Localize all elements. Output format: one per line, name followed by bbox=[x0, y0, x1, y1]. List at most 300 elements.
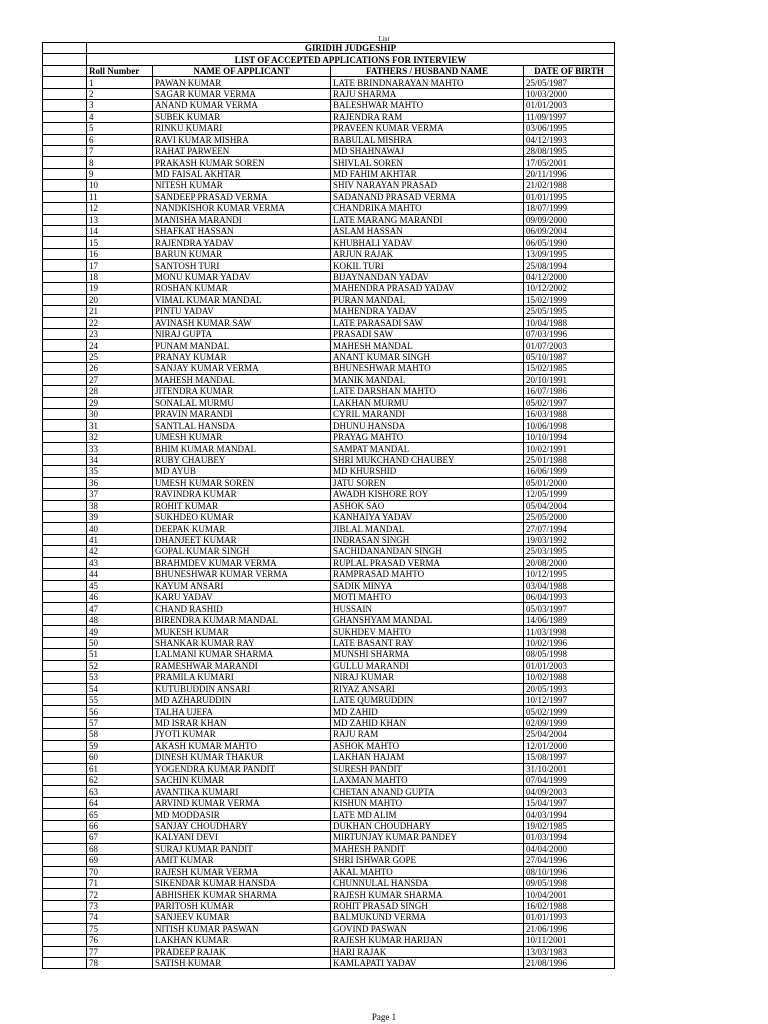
blank-cell bbox=[43, 443, 87, 454]
roll-number-cell: 19 bbox=[87, 283, 153, 294]
father-husband-name-cell: LATE BASANT RAY bbox=[331, 637, 524, 648]
father-husband-name-cell: CYRIL MARANDI bbox=[331, 409, 524, 420]
table-row bbox=[43, 683, 615, 694]
father-husband-name-cell: RAJU SHARMA bbox=[331, 88, 524, 99]
date-of-birth-cell: 13/03/1983 bbox=[524, 946, 615, 957]
blank-cell bbox=[43, 557, 87, 568]
table-row bbox=[43, 706, 615, 717]
father-husband-name-cell: JATU SOREN bbox=[331, 477, 524, 488]
date-of-birth-cell: 04/03/1994 bbox=[524, 809, 615, 820]
blank-cell bbox=[43, 946, 87, 957]
table-row bbox=[43, 500, 615, 511]
roll-number-cell: 68 bbox=[87, 843, 153, 854]
applicant-name-cell: GOPAL KUMAR SINGH bbox=[153, 546, 331, 557]
father-husband-name-cell: RUPLAL PRASAD VERMA bbox=[331, 557, 524, 568]
blank-cell bbox=[43, 134, 87, 145]
roll-number-cell: 11 bbox=[87, 191, 153, 202]
blank-cell bbox=[43, 877, 87, 888]
father-husband-name-cell: BHUNESHWAR MAHTO bbox=[331, 363, 524, 374]
applicant-name-cell: SHANKAR KUMAR RAY bbox=[153, 637, 331, 648]
father-husband-name-cell: KHUBHALI YADAV bbox=[331, 237, 524, 248]
subtitle-row bbox=[43, 54, 615, 65]
column-header-row bbox=[43, 65, 615, 76]
blank-cell bbox=[43, 786, 87, 797]
table-row bbox=[43, 397, 615, 408]
roll-number-cell: 24 bbox=[87, 340, 153, 351]
blank-cell bbox=[43, 672, 87, 683]
date-of-birth-cell: 31/10/2001 bbox=[524, 763, 615, 774]
father-husband-name-cell: MAHENDRA PRASAD YADAV bbox=[331, 283, 524, 294]
roll-number-cell: 3 bbox=[87, 100, 153, 111]
blank-cell bbox=[43, 832, 87, 843]
date-of-birth-cell: 15/02/1985 bbox=[524, 363, 615, 374]
table-row bbox=[43, 603, 615, 614]
father-husband-name-cell: LATE DARSHAN MAHTO bbox=[331, 386, 524, 397]
father-husband-name-cell: SADANAND PRASAD VERMA bbox=[331, 191, 524, 202]
father-husband-name-cell: MD ZAHID bbox=[331, 706, 524, 717]
table-row bbox=[43, 820, 615, 831]
table-row bbox=[43, 420, 615, 431]
table-row bbox=[43, 386, 615, 397]
column-header-date-of-birth: DATE OF BIRTH bbox=[524, 65, 615, 76]
date-of-birth-cell: 21/06/1996 bbox=[524, 923, 615, 934]
blank-cell bbox=[43, 260, 87, 271]
table-row bbox=[43, 717, 615, 728]
father-husband-name-cell: MOTI MAHTO bbox=[331, 592, 524, 603]
blank-cell bbox=[43, 374, 87, 385]
blank-cell bbox=[43, 145, 87, 156]
applicant-name-cell: CHAND RASHID bbox=[153, 603, 331, 614]
date-of-birth-cell: 27/04/1996 bbox=[524, 855, 615, 866]
blank-cell bbox=[43, 935, 87, 946]
father-husband-name-cell: HARI RAJAK bbox=[331, 946, 524, 957]
table-row bbox=[43, 214, 615, 225]
blank-cell bbox=[43, 363, 87, 374]
father-husband-name-cell: MD ZAHID KHAN bbox=[331, 717, 524, 728]
date-of-birth-cell: 05/02/1999 bbox=[524, 706, 615, 717]
date-of-birth-cell: 05/10/1987 bbox=[524, 351, 615, 362]
applicant-name-cell: VIMAL KUMAR MANDAL bbox=[153, 294, 331, 305]
date-of-birth-cell: 05/03/1997 bbox=[524, 603, 615, 614]
roll-number-cell: 18 bbox=[87, 271, 153, 282]
date-of-birth-cell: 03/06/1995 bbox=[524, 123, 615, 134]
roll-number-cell: 44 bbox=[87, 569, 153, 580]
roll-number-cell: 40 bbox=[87, 523, 153, 534]
roll-number-cell: 2 bbox=[87, 88, 153, 99]
roll-number-cell: 53 bbox=[87, 672, 153, 683]
table-row bbox=[43, 958, 615, 969]
applicant-name-cell: RAJESH KUMAR VERMA bbox=[153, 866, 331, 877]
father-husband-name-cell: DHUNU HANSDA bbox=[331, 420, 524, 431]
blank-cell bbox=[43, 123, 87, 134]
table-row bbox=[43, 832, 615, 843]
applicant-name-cell: BHIM KUMAR MANDAL bbox=[153, 443, 331, 454]
applicant-name-cell: SANJAY CHOUDHARY bbox=[153, 820, 331, 831]
table-row bbox=[43, 614, 615, 625]
applicant-name-cell: KALYANI DEVI bbox=[153, 832, 331, 843]
date-of-birth-cell: 20/05/1993 bbox=[524, 683, 615, 694]
date-of-birth-cell: 16/03/1988 bbox=[524, 409, 615, 420]
father-husband-name-cell: ASHOK MAHTO bbox=[331, 740, 524, 751]
roll-number-cell: 38 bbox=[87, 500, 153, 511]
applicant-name-cell: LAKHAN KUMAR bbox=[153, 935, 331, 946]
applicant-name-cell: ROHIT KUMAR bbox=[153, 500, 331, 511]
title-row bbox=[43, 43, 615, 54]
applications-table bbox=[42, 42, 615, 969]
blank-cell bbox=[43, 180, 87, 191]
roll-number-cell: 55 bbox=[87, 694, 153, 705]
father-husband-name-cell: SHRI MUKCHAND CHAUBEY bbox=[331, 454, 524, 465]
applicant-name-cell: NANDKISHOR KUMAR VERMA bbox=[153, 203, 331, 214]
date-of-birth-cell: 01/01/1995 bbox=[524, 191, 615, 202]
date-of-birth-cell: 10/03/2000 bbox=[524, 88, 615, 99]
applicant-name-cell: PUNAM MANDAL bbox=[153, 340, 331, 351]
applicant-name-cell: JYOTI KUMAR bbox=[153, 729, 331, 740]
roll-number-cell: 60 bbox=[87, 752, 153, 763]
father-husband-name-cell: MD FAHIM AKHTAR bbox=[331, 168, 524, 179]
table-row bbox=[43, 511, 615, 522]
father-husband-name-cell: HUSSAIN bbox=[331, 603, 524, 614]
father-husband-name-cell: MD KHURSHID bbox=[331, 466, 524, 477]
date-of-birth-cell: 10/10/1994 bbox=[524, 431, 615, 442]
father-husband-name-cell: RAJESH KUMAR HARIJAN bbox=[331, 935, 524, 946]
table-row bbox=[43, 569, 615, 580]
father-husband-name-cell: SHRI ISHWAR GOPE bbox=[331, 855, 524, 866]
date-of-birth-cell: 25/01/1988 bbox=[524, 454, 615, 465]
father-husband-name-cell: RAMPRASAD MAHTO bbox=[331, 569, 524, 580]
roll-number-cell: 46 bbox=[87, 592, 153, 603]
table-row bbox=[43, 88, 615, 99]
blank-cell bbox=[43, 226, 87, 237]
father-husband-name-cell: KAMLAPATI YADAV bbox=[331, 958, 524, 969]
applicant-name-cell: JITENDRA KUMAR bbox=[153, 386, 331, 397]
document-title: GIRIDIH JUDGESHIP bbox=[87, 43, 615, 54]
applicant-name-cell: KARU YADAV bbox=[153, 592, 331, 603]
table-row bbox=[43, 637, 615, 648]
father-husband-name-cell: BALMUKUND VERMA bbox=[331, 912, 524, 923]
applicant-name-cell: ARVIND KUMAR VERMA bbox=[153, 797, 331, 808]
applicant-name-cell: SIKENDAR KUMAR HANSDA bbox=[153, 877, 331, 888]
date-of-birth-cell: 21/08/1996 bbox=[524, 958, 615, 969]
table-row bbox=[43, 283, 615, 294]
roll-number-cell: 45 bbox=[87, 580, 153, 591]
applicant-name-cell: SANTOSH TURI bbox=[153, 260, 331, 271]
father-husband-name-cell: ARJUN RAJAK bbox=[331, 248, 524, 259]
roll-number-cell: 63 bbox=[87, 786, 153, 797]
blank-cell bbox=[43, 294, 87, 305]
table-row bbox=[43, 935, 615, 946]
date-of-birth-cell: 10/12/2002 bbox=[524, 283, 615, 294]
father-husband-name-cell: MUNSHI SHARMA bbox=[331, 649, 524, 660]
table-row bbox=[43, 168, 615, 179]
date-of-birth-cell: 10/06/1998 bbox=[524, 420, 615, 431]
blank-cell bbox=[43, 649, 87, 660]
blank-cell bbox=[43, 923, 87, 934]
applicant-name-cell: SATISH KUMAR bbox=[153, 958, 331, 969]
table-row bbox=[43, 877, 615, 888]
father-husband-name-cell: AWADH KISHORE ROY bbox=[331, 489, 524, 500]
blank-cell bbox=[43, 752, 87, 763]
father-husband-name-cell: KISHUN MAHTO bbox=[331, 797, 524, 808]
father-husband-name-cell: BIJAYNANDAN YADAV bbox=[331, 271, 524, 282]
father-husband-name-cell: NIRAJ KUMAR bbox=[331, 672, 524, 683]
applicant-name-cell: YOGENDRA KUMAR PANDIT bbox=[153, 763, 331, 774]
table-row bbox=[43, 580, 615, 591]
date-of-birth-cell: 20/11/1996 bbox=[524, 168, 615, 179]
blank-cell bbox=[43, 306, 87, 317]
blank-cell bbox=[43, 729, 87, 740]
applicant-name-cell: MD FAISAL AKHTAR bbox=[153, 168, 331, 179]
date-of-birth-cell: 02/09/1999 bbox=[524, 717, 615, 728]
applicant-name-cell: RAHAT PARWEEN bbox=[153, 145, 331, 156]
roll-number-cell: 69 bbox=[87, 855, 153, 866]
roll-number-cell: 70 bbox=[87, 866, 153, 877]
roll-number-cell: 51 bbox=[87, 649, 153, 660]
applicant-name-cell: MD ISRAR KHAN bbox=[153, 717, 331, 728]
date-of-birth-cell: 01/07/2003 bbox=[524, 340, 615, 351]
roll-number-cell: 36 bbox=[87, 477, 153, 488]
roll-number-cell: 67 bbox=[87, 832, 153, 843]
roll-number-cell: 39 bbox=[87, 511, 153, 522]
date-of-birth-cell: 27/07/1994 bbox=[524, 523, 615, 534]
table-row bbox=[43, 123, 615, 134]
applicant-name-cell: MUKESH KUMAR bbox=[153, 626, 331, 637]
father-husband-name-cell: PRASADI SAW bbox=[331, 328, 524, 339]
father-husband-name-cell: LATE BRINDNARAYAN MAHTO bbox=[331, 77, 524, 88]
blank-cell bbox=[43, 580, 87, 591]
applicant-name-cell: PRAVIN MARANDI bbox=[153, 409, 331, 420]
roll-number-cell: 77 bbox=[87, 946, 153, 957]
roll-number-cell: 8 bbox=[87, 157, 153, 168]
date-of-birth-cell: 07/04/1999 bbox=[524, 775, 615, 786]
applicant-name-cell: AMIT KUMAR bbox=[153, 855, 331, 866]
father-husband-name-cell: PRAYAG MAHTO bbox=[331, 431, 524, 442]
blank-cell bbox=[43, 317, 87, 328]
blank-cell bbox=[43, 614, 87, 625]
blank-cell bbox=[43, 912, 87, 923]
table-row bbox=[43, 809, 615, 820]
table-row bbox=[43, 786, 615, 797]
table-row bbox=[43, 134, 615, 145]
applicant-name-cell: PRANAY KUMAR bbox=[153, 351, 331, 362]
applicant-name-cell: KUTUBUDDIN ANSARI bbox=[153, 683, 331, 694]
father-husband-name-cell: ANANT KUMAR SINGH bbox=[331, 351, 524, 362]
date-of-birth-cell: 25/04/2004 bbox=[524, 729, 615, 740]
father-husband-name-cell: MAHESH PANDIT bbox=[331, 843, 524, 854]
table-row bbox=[43, 912, 615, 923]
date-of-birth-cell: 06/04/1993 bbox=[524, 592, 615, 603]
table-row bbox=[43, 409, 615, 420]
applicant-name-cell: ABHISHEK KUMAR SHARMA bbox=[153, 889, 331, 900]
table-row bbox=[43, 672, 615, 683]
father-husband-name-cell: AKAL MAHTO bbox=[331, 866, 524, 877]
blank-cell bbox=[43, 54, 87, 65]
roll-number-cell: 13 bbox=[87, 214, 153, 225]
applicant-name-cell: SONALAL MURMU bbox=[153, 397, 331, 408]
father-husband-name-cell: LAKHAN HAJAM bbox=[331, 752, 524, 763]
blank-cell bbox=[43, 797, 87, 808]
table-row bbox=[43, 489, 615, 500]
blank-cell bbox=[43, 203, 87, 214]
father-husband-name-cell: SHIV NARAYAN PRASAD bbox=[331, 180, 524, 191]
date-of-birth-cell: 10/02/1991 bbox=[524, 443, 615, 454]
blank-cell bbox=[43, 740, 87, 751]
roll-number-cell: 21 bbox=[87, 306, 153, 317]
roll-number-cell: 16 bbox=[87, 248, 153, 259]
date-of-birth-cell: 19/03/1992 bbox=[524, 534, 615, 545]
blank-cell bbox=[43, 77, 87, 88]
sheet-header-text: List bbox=[378, 36, 390, 42]
blank-cell bbox=[43, 500, 87, 511]
father-husband-name-cell: ROHIT PRASAD SINGH bbox=[331, 900, 524, 911]
column-header-applicant-name: NAME OF APPLICANT bbox=[153, 65, 331, 76]
roll-number-cell: 62 bbox=[87, 775, 153, 786]
blank-cell bbox=[43, 420, 87, 431]
applicant-name-cell: RUBY CHAUBEY bbox=[153, 454, 331, 465]
date-of-birth-cell: 04/09/2003 bbox=[524, 786, 615, 797]
blank-cell bbox=[43, 546, 87, 557]
father-husband-name-cell: CHUNNULAL HANSDA bbox=[331, 877, 524, 888]
roll-number-cell: 76 bbox=[87, 935, 153, 946]
roll-number-cell: 54 bbox=[87, 683, 153, 694]
roll-number-cell: 74 bbox=[87, 912, 153, 923]
applicant-name-cell: SANJEEV KUMAR bbox=[153, 912, 331, 923]
date-of-birth-cell: 11/09/1997 bbox=[524, 111, 615, 122]
blank-cell bbox=[43, 43, 87, 54]
table-row bbox=[43, 226, 615, 237]
applicant-name-cell: RAVINDRA KUMAR bbox=[153, 489, 331, 500]
roll-number-cell: 52 bbox=[87, 660, 153, 671]
father-husband-name-cell: SUKHDEV MAHTO bbox=[331, 626, 524, 637]
father-husband-name-cell: SURESH PANDIT bbox=[331, 763, 524, 774]
table-row bbox=[43, 351, 615, 362]
blank-cell bbox=[43, 900, 87, 911]
date-of-birth-cell: 05/01/2000 bbox=[524, 477, 615, 488]
applicant-name-cell: KAYUM ANSARI bbox=[153, 580, 331, 591]
blank-cell bbox=[43, 603, 87, 614]
applicant-name-cell: SUBEK KUMAR bbox=[153, 111, 331, 122]
applicant-name-cell: TALHA UJEFA bbox=[153, 706, 331, 717]
date-of-birth-cell: 17/05/2001 bbox=[524, 157, 615, 168]
roll-number-cell: 56 bbox=[87, 706, 153, 717]
roll-number-cell: 71 bbox=[87, 877, 153, 888]
applicant-name-cell: NITISH KUMAR PASWAN bbox=[153, 923, 331, 934]
table-row bbox=[43, 191, 615, 202]
date-of-birth-cell: 10/04/1988 bbox=[524, 317, 615, 328]
date-of-birth-cell: 05/04/2004 bbox=[524, 500, 615, 511]
applicant-name-cell: BRAHMDEV KUMAR VERMA bbox=[153, 557, 331, 568]
applicant-name-cell: MD AYUB bbox=[153, 466, 331, 477]
date-of-birth-cell: 25/08/1994 bbox=[524, 260, 615, 271]
blank-cell bbox=[43, 431, 87, 442]
applicant-name-cell: DINESH KUMAR THAKUR bbox=[153, 752, 331, 763]
date-of-birth-cell: 15/08/1997 bbox=[524, 752, 615, 763]
father-husband-name-cell: ASHOK SAO bbox=[331, 500, 524, 511]
father-husband-name-cell: BABULAL MISHRA bbox=[331, 134, 524, 145]
date-of-birth-cell: 14/06/1989 bbox=[524, 614, 615, 625]
date-of-birth-cell: 01/01/2003 bbox=[524, 100, 615, 111]
roll-number-cell: 75 bbox=[87, 923, 153, 934]
date-of-birth-cell: 03/04/1988 bbox=[524, 580, 615, 591]
table-row bbox=[43, 157, 615, 168]
father-husband-name-cell: LATE PARASADI SAW bbox=[331, 317, 524, 328]
table-row bbox=[43, 374, 615, 385]
roll-number-cell: 37 bbox=[87, 489, 153, 500]
roll-number-cell: 61 bbox=[87, 763, 153, 774]
date-of-birth-cell: 10/12/1997 bbox=[524, 694, 615, 705]
roll-number-cell: 32 bbox=[87, 431, 153, 442]
blank-cell bbox=[43, 111, 87, 122]
table-row bbox=[43, 626, 615, 637]
date-of-birth-cell: 10/12/1995 bbox=[524, 569, 615, 580]
applicant-name-cell: RINKU KUMARI bbox=[153, 123, 331, 134]
blank-cell bbox=[43, 843, 87, 854]
roll-number-cell: 20 bbox=[87, 294, 153, 305]
table-row bbox=[43, 557, 615, 568]
table-row bbox=[43, 294, 615, 305]
applicant-name-cell: SANDEEP PRASAD VERMA bbox=[153, 191, 331, 202]
table-row bbox=[43, 237, 615, 248]
applicant-name-cell: SHAFKAT HASSAN bbox=[153, 226, 331, 237]
roll-number-cell: 7 bbox=[87, 145, 153, 156]
roll-number-cell: 50 bbox=[87, 637, 153, 648]
roll-number-cell: 9 bbox=[87, 168, 153, 179]
table-row bbox=[43, 363, 615, 374]
father-husband-name-cell: SADIK MINYA bbox=[331, 580, 524, 591]
blank-cell bbox=[43, 88, 87, 99]
father-husband-name-cell: LATE QUMRUDDIN bbox=[331, 694, 524, 705]
table-row bbox=[43, 855, 615, 866]
blank-cell bbox=[43, 100, 87, 111]
roll-number-cell: 48 bbox=[87, 614, 153, 625]
roll-number-cell: 47 bbox=[87, 603, 153, 614]
table-row bbox=[43, 271, 615, 282]
applicant-name-cell: AVINASH KUMAR SAW bbox=[153, 317, 331, 328]
roll-number-cell: 4 bbox=[87, 111, 153, 122]
roll-number-cell: 72 bbox=[87, 889, 153, 900]
roll-number-cell: 28 bbox=[87, 386, 153, 397]
father-husband-name-cell: DUKHAN CHOUDHARY bbox=[331, 820, 524, 831]
table-row bbox=[43, 111, 615, 122]
date-of-birth-cell: 25/03/1995 bbox=[524, 546, 615, 557]
blank-cell bbox=[43, 706, 87, 717]
roll-number-cell: 57 bbox=[87, 717, 153, 728]
table-row bbox=[43, 145, 615, 156]
table-row bbox=[43, 523, 615, 534]
father-husband-name-cell: INDRASAN SINGH bbox=[331, 534, 524, 545]
applicant-name-cell: SUKHDEO KUMAR bbox=[153, 511, 331, 522]
applicant-name-cell: PAWAN KUMAR bbox=[153, 77, 331, 88]
father-husband-name-cell: SAMPAT MANDAL bbox=[331, 443, 524, 454]
applicant-name-cell: SANJAY KUMAR VERMA bbox=[153, 363, 331, 374]
applicant-name-cell: SURAJ KUMAR PANDIT bbox=[153, 843, 331, 854]
date-of-birth-cell: 04/04/2000 bbox=[524, 843, 615, 854]
applicant-name-cell: NITESH KUMAR bbox=[153, 180, 331, 191]
father-husband-name-cell: RAJENDRA RAM bbox=[331, 111, 524, 122]
roll-number-cell: 10 bbox=[87, 180, 153, 191]
father-husband-name-cell: RIYAZ ANSARI bbox=[331, 683, 524, 694]
table-row bbox=[43, 477, 615, 488]
table-row bbox=[43, 763, 615, 774]
date-of-birth-cell: 20/08/2000 bbox=[524, 557, 615, 568]
applicant-name-cell: PINTU YADAV bbox=[153, 306, 331, 317]
date-of-birth-cell: 04/12/1993 bbox=[524, 134, 615, 145]
date-of-birth-cell: 20/10/1991 bbox=[524, 374, 615, 385]
roll-number-cell: 66 bbox=[87, 820, 153, 831]
blank-cell bbox=[43, 65, 87, 76]
blank-cell bbox=[43, 477, 87, 488]
column-header-roll-number: Roll Number bbox=[87, 65, 153, 76]
